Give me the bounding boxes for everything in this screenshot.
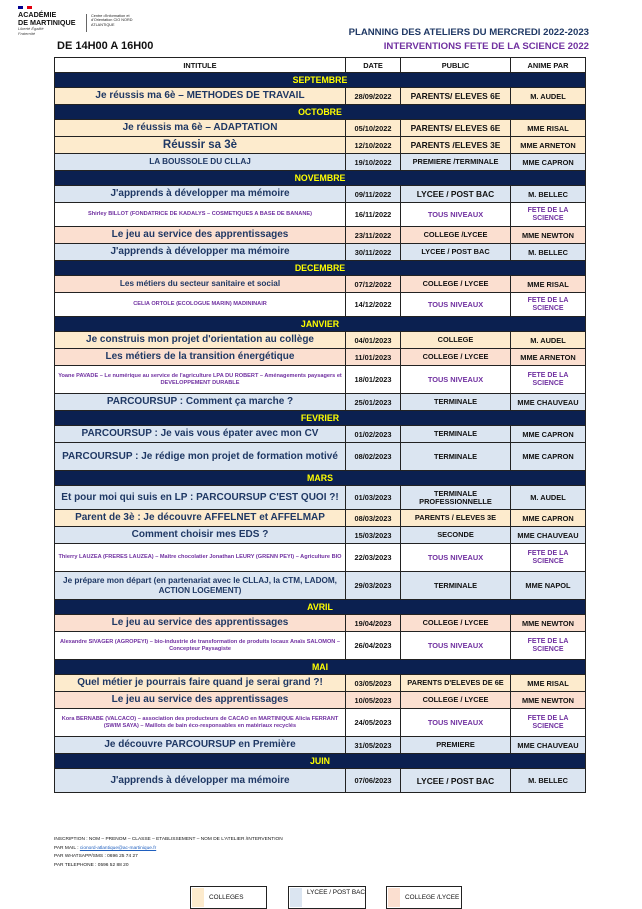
fete-science-row xyxy=(55,709,586,737)
month-label: NOVEMBRE xyxy=(55,171,586,186)
workshop-host: MME CAPRON xyxy=(511,510,586,527)
mail-line xyxy=(54,845,283,854)
phone-line: PAR TELEPHONE : 0596 52 88 20 xyxy=(54,862,129,868)
logo-line1: ACADÉMIE xyxy=(18,10,57,19)
workshop-host: MME NEWTON xyxy=(511,615,586,632)
month-row xyxy=(55,73,586,88)
workshop-audience: COLLEGE /LYCEE xyxy=(401,227,511,244)
workshop-row xyxy=(55,154,586,171)
workshop-date: 24/05/2023 xyxy=(346,709,401,737)
workshop-date: 09/11/2022 xyxy=(346,186,401,203)
workshop-title: J'apprends à développer ma mémoire xyxy=(55,769,346,793)
workshop-host: FETE DE LA SCIENCE xyxy=(511,366,586,394)
page-subtitle: INTERVENTIONS FETE DE LA SCIENCE 2022 xyxy=(383,41,589,52)
legend-label: COLLEGES xyxy=(209,894,244,901)
workshop-audience: PREMIERE xyxy=(401,737,511,754)
workshop-host: MME RISAL xyxy=(511,276,586,293)
workshop-date: 31/05/2023 xyxy=(346,737,401,754)
fete-science-row xyxy=(55,632,586,660)
fete-science-row xyxy=(55,203,586,227)
legend-swatch xyxy=(388,888,400,907)
workshop-date: 08/02/2023 xyxy=(346,443,401,471)
workshop-date: 01/02/2023 xyxy=(346,426,401,443)
workshop-host: FETE DE LA SCIENCE xyxy=(511,544,586,572)
workshop-date: 07/06/2023 xyxy=(346,769,401,793)
workshop-date: 14/12/2022 xyxy=(346,293,401,317)
workshop-row xyxy=(55,527,586,544)
workshop-audience: PARENTS/ ELEVES 6E xyxy=(401,120,511,137)
workshop-host: M. AUDEL xyxy=(511,486,586,510)
workshop-row xyxy=(55,769,586,793)
table-header-row xyxy=(55,58,586,73)
workshop-row xyxy=(55,394,586,411)
legend-item-college-lycee xyxy=(386,886,462,909)
workshop-title: Le jeu au service des apprentissages xyxy=(55,615,346,632)
workshop-audience: TERMINALE PROFESSIONNELLE xyxy=(401,486,511,510)
workshop-title: PARCOURSUP : Je vais vous épater avec mon CV xyxy=(55,426,346,443)
month-label: JUIN xyxy=(55,754,586,769)
workshop-host: FETE DE LA SCIENCE xyxy=(511,709,586,737)
workshop-title: J'apprends à développer ma mémoire xyxy=(55,186,346,203)
workshop-date: 11/01/2023 xyxy=(346,349,401,366)
workshop-date: 18/01/2023 xyxy=(346,366,401,394)
fete-science-row xyxy=(55,366,586,394)
workshop-title: Je réussis ma 6è – METHODES DE TRAVAIL xyxy=(55,88,346,105)
workshop-host: MME RISAL xyxy=(511,120,586,137)
logo-motto: Liberté Égalité Fraternité xyxy=(18,26,44,36)
workshop-row xyxy=(55,227,586,244)
workshop-date: 08/03/2023 xyxy=(346,510,401,527)
workshop-audience: LYCEE / POST BAC xyxy=(401,769,511,793)
legend-swatch xyxy=(290,888,302,907)
workshop-host: M. AUDEL xyxy=(511,88,586,105)
workshop-audience: TOUS NIVEAUX xyxy=(401,293,511,317)
workshop-host: MME CHAUVEAU xyxy=(511,527,586,544)
workshop-audience: PARENTS/ ELEVES 6E xyxy=(401,88,511,105)
academie-logo xyxy=(18,11,88,26)
workshop-title: Je construis mon projet d'orientation au collège xyxy=(55,332,346,349)
workshop-audience: TERMINALE xyxy=(401,394,511,411)
workshop-date: 04/01/2023 xyxy=(346,332,401,349)
workshop-date: 16/11/2022 xyxy=(346,203,401,227)
workshop-audience: COLLEGE xyxy=(401,332,511,349)
workshop-host: MME ARNETON xyxy=(511,137,586,154)
workshop-audience: TOUS NIVEAUX xyxy=(401,544,511,572)
workshop-title: LA BOUSSOLE DU CLLAJ xyxy=(55,154,346,171)
workshop-host: M. BELLEC xyxy=(511,769,586,793)
workshop-row xyxy=(55,349,586,366)
workshop-title: Je prépare mon départ (en partenariat avec le CLLAJ, la CTM, LADOM, ACTION LOGEMENT) xyxy=(55,572,346,600)
workshop-host: MME NEWTON xyxy=(511,227,586,244)
month-label: DECEMBRE xyxy=(55,261,586,276)
workshop-title: Kora BERNABE (VALCACO) – association des producteurs de CACAO en MARTINIQUE Alicia FERRANT (SWIM SAYA) – Maillots de bain éco-responsables en matériaux recyclés xyxy=(55,709,346,737)
month-row xyxy=(55,600,586,615)
workshop-host: FETE DE LA SCIENCE xyxy=(511,293,586,317)
workshop-audience: SECONDE xyxy=(401,527,511,544)
month-row xyxy=(55,411,586,426)
workshop-row xyxy=(55,510,586,527)
french-flag-icon xyxy=(18,6,32,9)
header-anime: ANIME PAR xyxy=(511,58,586,73)
workshop-audience: PARENTS D'ELEVES DE 6E xyxy=(401,675,511,692)
workshop-date: 05/10/2022 xyxy=(346,120,401,137)
workshop-row xyxy=(55,692,586,709)
workshop-title: Comment choisir mes EDS ? xyxy=(55,527,346,544)
logo-line2: DE MARTINIQUE xyxy=(18,17,76,27)
workshop-date: 15/03/2023 xyxy=(346,527,401,544)
month-label: OCTOBRE xyxy=(55,105,586,120)
workshop-title: Et pour moi qui suis en LP : PARCOURSUP C'EST QUOI ?! xyxy=(55,486,346,510)
workshop-title: Le jeu au service des apprentissages xyxy=(55,227,346,244)
legend-label: COLLEGE /LYCEE xyxy=(405,894,460,901)
workshop-row xyxy=(55,137,586,154)
workshop-date: 03/05/2023 xyxy=(346,675,401,692)
workshop-title: CELIA ORTOLE (ECOLOGUE MARIN) MADININAIR xyxy=(55,293,346,317)
fete-science-row xyxy=(55,544,586,572)
workshop-date: 26/04/2023 xyxy=(346,632,401,660)
workshop-title: Parent de 3è : Je découvre AFFELNET et AFFELMAP xyxy=(55,510,346,527)
workshop-audience: LYCEE / POST BAC xyxy=(401,186,511,203)
workshop-audience: PREMIERE /TERMINALE xyxy=(401,154,511,171)
workshop-audience: TOUS NIVEAUX xyxy=(401,366,511,394)
workshop-host: MME ARNETON xyxy=(511,349,586,366)
workshop-audience: PARENTS / ELEVES 3E xyxy=(401,510,511,527)
workshop-title: PARCOURSUP : Comment ça marche ? xyxy=(55,394,346,411)
month-row xyxy=(55,754,586,769)
workshop-date: 19/04/2023 xyxy=(346,615,401,632)
workshop-date: 23/11/2022 xyxy=(346,227,401,244)
header-date: DATE xyxy=(346,58,401,73)
workshop-audience: COLLEGE / LYCEE xyxy=(401,615,511,632)
workshop-date: 19/10/2022 xyxy=(346,154,401,171)
workshop-title: Les métiers de la transition énergétique xyxy=(55,349,346,366)
legend-item-lycee xyxy=(288,886,366,909)
workshop-row xyxy=(55,88,586,105)
contact-info xyxy=(54,836,283,870)
workshop-host: MME CAPRON xyxy=(511,426,586,443)
month-row xyxy=(55,105,586,120)
workshop-host: MME NEWTON xyxy=(511,692,586,709)
schedule-table xyxy=(54,57,586,793)
page-title: PLANNING DES ATELIERS DU MERCREDI 2022-2023 xyxy=(348,27,589,38)
workshop-host: FETE DE LA SCIENCE xyxy=(511,203,586,227)
workshop-date: 12/10/2022 xyxy=(346,137,401,154)
session-hours: DE 14H00 A 16H00 xyxy=(57,40,154,52)
workshop-title: J'apprends à développer ma mémoire xyxy=(55,244,346,261)
workshop-date: 28/09/2022 xyxy=(346,88,401,105)
workshop-date: 07/12/2022 xyxy=(346,276,401,293)
workshop-audience: PARENTS /ELEVES 3E xyxy=(401,137,511,154)
workshop-row xyxy=(55,443,586,471)
color-legend xyxy=(0,886,642,909)
workshop-title: PARCOURSUP : Je rédige mon projet de formation motivé xyxy=(55,443,346,471)
header-public: PUBLIC xyxy=(401,58,511,73)
workshop-row xyxy=(55,486,586,510)
whatsapp-line: PAR WHATSAPP/SMS : 0696 25 74 27 xyxy=(54,854,138,859)
workshop-date: 30/11/2022 xyxy=(346,244,401,261)
legend-swatch xyxy=(192,888,204,907)
workshop-audience: TOUS NIVEAUX xyxy=(401,632,511,660)
workshop-title: Shirley BILLOT (FONDATRICE DE KADALYS – COSMETIQUES A BASE DE BANANE) xyxy=(55,203,346,227)
workshop-row xyxy=(55,332,586,349)
workshop-host: MME CAPRON xyxy=(511,154,586,171)
workshop-row xyxy=(55,737,586,754)
flag-red-stripe xyxy=(27,6,32,9)
month-row xyxy=(55,317,586,332)
legend-label: LYCEE / POST BAC xyxy=(307,889,366,896)
cio-logo-text: Centre d'Information et d'Orientation CIO NORD ATLANTIQUE xyxy=(91,14,133,27)
month-row xyxy=(55,261,586,276)
fete-science-row xyxy=(55,293,586,317)
workshop-row xyxy=(55,615,586,632)
month-label: JANVIER xyxy=(55,317,586,332)
workshop-audience: COLLEGE / LYCEE xyxy=(401,692,511,709)
workshop-title: Yoane PAVADE – Le numérique au service de l'agriculture LPA DU ROBERT – Aménagements paysagers et DEVELOPPEMENT DURABLE xyxy=(55,366,346,394)
workshop-audience: COLLEGE / LYCEE xyxy=(401,349,511,366)
workshop-row xyxy=(55,120,586,137)
workshop-date: 25/01/2023 xyxy=(346,394,401,411)
workshop-host: MME RISAL xyxy=(511,675,586,692)
workshop-host: MME CAPRON xyxy=(511,443,586,471)
workshop-host: MME CHAUVEAU xyxy=(511,394,586,411)
workshop-title: Les métiers du secteur sanitaire et social xyxy=(55,276,346,293)
workshop-row xyxy=(55,675,586,692)
workshop-audience: TERMINALE xyxy=(401,443,511,471)
workshop-audience: LYCEE / POST BAC xyxy=(401,244,511,261)
workshop-date: 29/03/2023 xyxy=(346,572,401,600)
workshop-row xyxy=(55,244,586,261)
workshop-audience: TOUS NIVEAUX xyxy=(401,203,511,227)
schedule-body xyxy=(55,73,586,793)
workshop-title: Quel métier je pourrais faire quand je serai grand ?! xyxy=(55,675,346,692)
workshop-audience: TERMINALE xyxy=(401,572,511,600)
workshop-title: Thierry LAUZEA (FRERES LAUZEA) – Maître chocolatier Jonathan LEURY (GRENN PEYI) – Agriculture BIO xyxy=(55,544,346,572)
month-row xyxy=(55,471,586,486)
workshop-row xyxy=(55,426,586,443)
month-label: AVRIL xyxy=(55,600,586,615)
month-label: MARS xyxy=(55,471,586,486)
workshop-row xyxy=(55,186,586,203)
month-label: SEPTEMBRE xyxy=(55,73,586,88)
workshop-date: 01/03/2023 xyxy=(346,486,401,510)
header-intitule: INTITULE xyxy=(55,58,346,73)
month-label: FEVRIER xyxy=(55,411,586,426)
workshop-host: MME CHAUVEAU xyxy=(511,737,586,754)
workshop-host: M. BELLEC xyxy=(511,186,586,203)
workshop-audience: COLLEGE / LYCEE xyxy=(401,276,511,293)
month-label: MAI xyxy=(55,660,586,675)
workshop-row xyxy=(55,572,586,600)
workshop-date: 10/05/2023 xyxy=(346,692,401,709)
workshop-audience: TERMINALE xyxy=(401,426,511,443)
mail-label: PAR MAIL : xyxy=(54,845,80,851)
workshop-title: Je découvre PARCOURSUP en Première xyxy=(55,737,346,754)
month-row xyxy=(55,660,586,675)
month-row xyxy=(55,171,586,186)
workshop-host: FETE DE LA SCIENCE xyxy=(511,632,586,660)
workshop-title: Réussir sa 3è xyxy=(55,137,346,154)
logo-divider xyxy=(86,14,87,32)
email-link[interactable]: cionord-atlantique@ac-martinique.fr xyxy=(79,845,157,851)
workshop-date: 22/03/2023 xyxy=(346,544,401,572)
workshop-host: MME NAPOL xyxy=(511,572,586,600)
workshop-audience: TOUS NIVEAUX xyxy=(401,709,511,737)
workshop-title: Le jeu au service des apprentissages xyxy=(55,692,346,709)
workshop-row xyxy=(55,276,586,293)
registration-instructions: INSCRIPTION : NOM – PRENOM – CLASSE – ETABLISSEMENT – NOM DE L'ATELIER /INTERVENTION xyxy=(54,837,283,842)
workshop-host: M. AUDEL xyxy=(511,332,586,349)
workshop-host: M. BELLEC xyxy=(511,244,586,261)
workshop-title: Je réussis ma 6è – ADAPTATION xyxy=(55,120,346,137)
document-header xyxy=(0,0,642,58)
workshop-title: Alexandre SIVAGER (AGROPEYI) – bio-industrie de transformation de produits locaux Anaïs SALOMON – Concepteur Paysagiste xyxy=(55,632,346,660)
legend-item-colleges xyxy=(190,886,267,909)
